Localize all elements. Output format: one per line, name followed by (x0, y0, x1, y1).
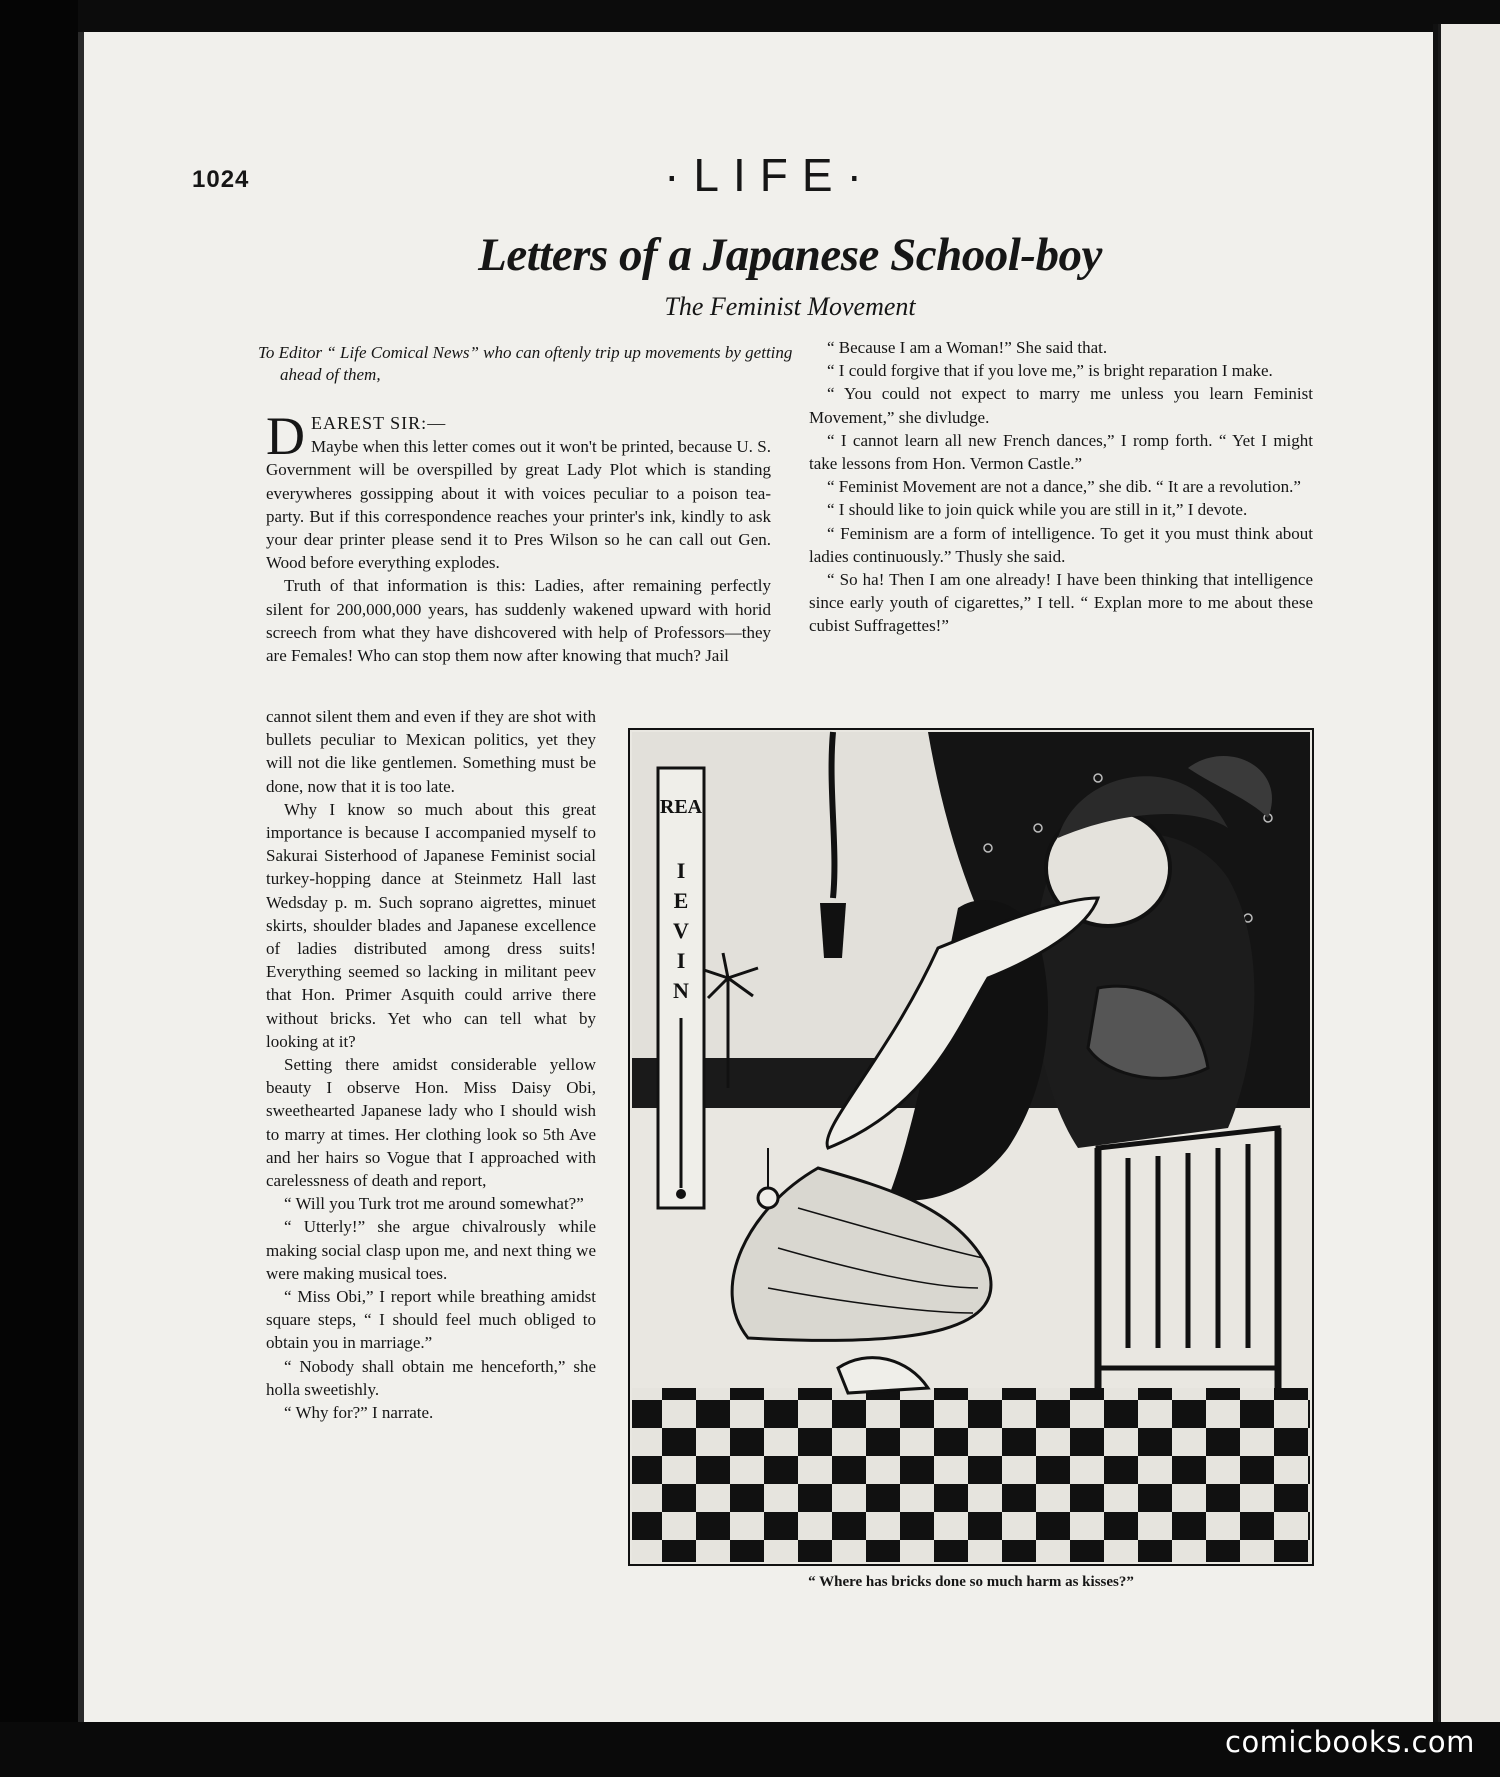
salutation: To Editor “ Life Comical News” who can oftenly trip up movements by getting ahead of them, (258, 343, 793, 384)
paragraph: “ Feminism are a form of intelligence. To get it you must think about ladies continuously.” Thusly she said. (809, 523, 1313, 566)
illustration-drawing (628, 728, 1314, 1566)
signature-glyph: E (673, 888, 689, 913)
left-column-top (266, 406, 771, 667)
article-title: Letters of a Japanese School-boy (478, 229, 1102, 281)
right-column (809, 336, 1313, 638)
paragraph: Why I know so much about this great importance is because I accompanied myself to Sakurai Sisterhood of Japanese Feminist social turkey-hopping dance at Steinmetz Hall last Wedsday p. m. Such soprano aigrettes, minuet skirts, shoulder blades and Japanese excellence of ladies distributed among dress suits! Everything seemed so lacking in militant peev that Hon. Primer Asquith could arrive there without bricks. Yet who can tell what by looking at it? (266, 799, 596, 1051)
paragraph: “ Why for?” I narrate. (284, 1403, 434, 1423)
illustration (628, 728, 1314, 1566)
paragraph: “ So ha! Then I am one already! I have been thinking that intelligence since early youth of cigarettes,” I tell. “ Explan more to me about these cubist Suffragettes!” (809, 570, 1313, 636)
paragraph: “ Miss Obi,” I report while breathing amidst square steps, “ I should feel much obliged to obtain you in marriage.” (266, 1287, 596, 1353)
paragraph: “ Will you Turk trot me around somewhat?” (284, 1194, 584, 1214)
paragraph: “ I should like to join quick while you are still in it,” I devote. (827, 500, 1248, 520)
drop-cap: D (266, 406, 305, 466)
paragraph: “ Feminist Movement are not a dance,” she dib. “ It are a revolution.” (827, 477, 1301, 497)
paragraph: “ Utterly!” she argue chivalrously while making social clasp upon me, and next thing we were making musical toes. (266, 1217, 596, 1283)
left-column-bottom (266, 705, 596, 1424)
paragraph: “ I could forgive that if you love me,” is bright reparation I make. (827, 361, 1273, 381)
paragraph (266, 406, 771, 574)
paragraph: “ I cannot learn all new French dances,” I romp forth. “ Yet I might take lessons from Hon. Vermon Castle.” (809, 430, 1313, 474)
signature-glyph: I (676, 858, 686, 883)
paragraph: “ You could not expect to marry me unless you learn Feminist Movement,” she divludge. (809, 384, 1313, 427)
paragraph: “ Because I am a Woman!” She said that. (827, 338, 1108, 357)
signature-glyph: I (676, 948, 686, 973)
scan-border-left (0, 0, 78, 1777)
paragraph: Truth of that information is this: Ladies, after remaining perfectly silent for 200,000,000 years, has suddenly wakened upward with horid screech from what they have dishcovered with help of Professors—they are Females! Who can stop them now after knowing that much? Jail (266, 576, 771, 666)
illustration-caption: “ Where has bricks done so much harm as kisses?” (808, 1574, 1134, 1590)
signature-glyph: REA (659, 796, 703, 818)
article-subtitle: The Feminist Movement (664, 292, 916, 321)
paragraph: cannot silent them and even if they are shot with bullets peculiar to Mexican politics, yet they will not die like gentlemen. Something must be done, now that it is too late. (266, 707, 596, 796)
paragraph: “ Nobody shall obtain me henceforth,” she holla sweetishly. (266, 1356, 596, 1399)
paragraph-text: Maybe when this letter comes out it won't be printed, because U. S. Government will be overspilled by great Lady Plot which is standing everywheres gossipping about it with voices peculiar to a poison tea-party. But if this correspondence reaches your printer's ink, kindly to ask your dear printer please send it to Pres Wilson so he can call out Gen. Wood before everything explodes. (266, 437, 771, 573)
watermark: comicbooks.com (1225, 1725, 1475, 1759)
dear-sir: EAREST SIR:— (311, 413, 447, 433)
facing-page-edge (1438, 24, 1500, 1724)
signature-glyph: V (673, 918, 689, 943)
paragraph: Setting there amidst considerable yellow beauty I observe Hon. Miss Daisy Obi, sweethearted Japanese lady who I should wish to marry at times. Her clothing look so 5th Ave and her hairs so Vogue that I approached with carelessness of death and report, (266, 1055, 596, 1191)
masthead: ·LIFE· (664, 149, 876, 201)
page-number: 1024 (192, 166, 250, 193)
signature-glyph: N (673, 978, 689, 1003)
